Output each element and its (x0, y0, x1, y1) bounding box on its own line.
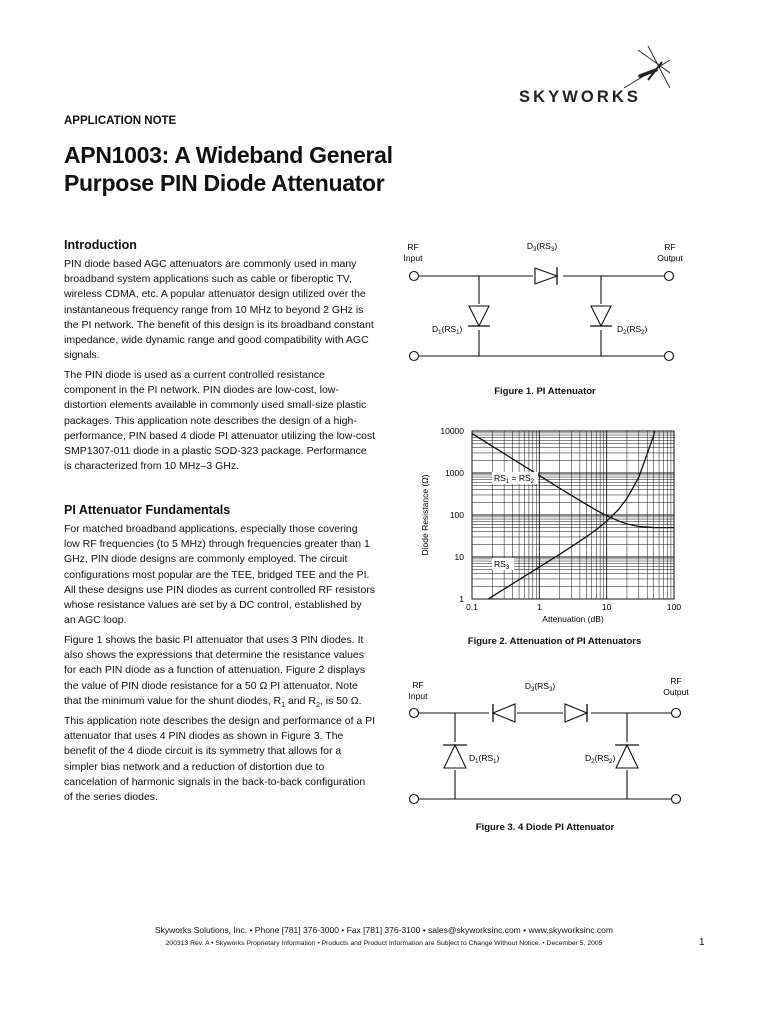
fig3-output-terminal (672, 709, 681, 718)
y-tick-label: 10000 (440, 426, 464, 436)
x-tick-label: 10 (601, 602, 612, 612)
fig1-output-terminal (665, 272, 674, 281)
footer-legal-line: 200313 Rev. A • Skyworks Proprietary Information • Products and Product Information are Subject to Change Without Notice. • December 5, 2005 (165, 940, 603, 947)
fundamentals-paragraph-2: Figure 1 shows the basic PI attenuator that uses 3 PIN diodes. It also shows the expressions that determine the resistance values for each PIN diode as a function of attenuation. Figure 2 displays the value of PIN diode resistance for a 50 Ω PI attenuator. Note that the minimum value for the shunt diodes, $R_1$ and $R_2$, is 50 Ω. (64, 634, 366, 709)
fig3-d1-label: $D_1(RS_1)$ (469, 753, 500, 765)
chart-x-axis-label: Attenuation (dB) (542, 614, 604, 624)
fundamentals-paragraph-1: For matched broadband applications, especially those covering low RF frequencies (to 5 MHz) through frequencies greater than 1 GHz, PIN diode designs are commonly employed. The circuit configurations most popular are the TEE, bridged TEE and the PI. All these designs use PIN diodes as current controlled RF resistors whose resistance values are set by a DC control, established by an AGC loop. (64, 523, 376, 627)
fig3-input-terminal (410, 709, 419, 718)
fundamentals-heading: PI Attenuator Fundamentals (64, 503, 231, 517)
fig3-output-ground-terminal (672, 795, 681, 804)
fig1-rf-input-label-1: RF (407, 242, 419, 252)
chart-grid (472, 431, 674, 599)
chart-series (472, 420, 674, 609)
y-tick-label: 100 (449, 510, 464, 520)
footer-contact-line: Skyworks Solutions, Inc. • Phone [781] 376-3000 • Fax [781] 376-3100 • sales@skyworksinc.com • www.skyworksinc.com (154, 925, 613, 935)
intro-paragraph-1: PIN diode based AGC attenuators are commonly used in many broadband system applications such as cable or fiberoptic TV, wireless CDMA, etc. A popular attenuator design utilized over the instantaneous frequency range from 10 MHz to beyond 2 GHz is the PI network. The benefit of this design is its broadband constant impedance, wide dynamic range and good compatibility with AGC signals. (64, 258, 374, 362)
series-line-rs3 (472, 420, 674, 609)
fig1-output-ground-terminal (665, 352, 674, 361)
fig1-d1-shunt-diode (468, 304, 490, 330)
figure-3-caption: Figure 3. 4 Diode PI Attenuator (475, 822, 615, 833)
fundamentals-paragraph-3: This application note describes the design and performance of a PI attenuator that uses 4 PIN diodes as shown in Figure 3. The benefit of the 4 diode circuit is its symmetry that allows for a simpler bias network and a reduction of distortion due to cancelation of harmonic signals in the back-to-back configuration of the series diodes. (64, 715, 376, 804)
y-tick-label: 10 (454, 552, 464, 562)
fig3-rf-output-label-2: Output (663, 687, 689, 697)
fig3-input-ground-terminal (410, 795, 419, 804)
fig1-d3-label: $D_3(RS_3)$ (526, 241, 558, 253)
fig3-rf-output-label-1: RF (670, 676, 682, 686)
fig3-d3a-series-diode (489, 704, 517, 722)
fig1-rf-input-label-2: Input (403, 253, 423, 263)
fig1-d2-shunt-diode (590, 304, 612, 330)
x-tick-label: 1 (536, 602, 542, 612)
figure-1-pi-attenuator-schematic (395, 238, 695, 373)
chart-series-label-rs1-rs2: $RS_1 = RS_2$ (494, 473, 534, 485)
x-tick-label: 0.1 (466, 602, 478, 612)
company-logo-text: SKYWORKS (519, 88, 641, 106)
y-tick-label: 1000 (445, 468, 464, 478)
title-line-2: Purpose PIN Diode Attenuator (64, 170, 385, 196)
document-type-label: APPLICATION NOTE (64, 115, 177, 127)
fig1-input-terminal (410, 272, 419, 281)
page-number: 1 (699, 937, 705, 948)
y-tick-label: 1 (459, 594, 464, 604)
title-line-1: APN1003: A Wideband General (64, 142, 393, 168)
fig1-input-ground-terminal (410, 352, 419, 361)
fig1-rf-output-label-1: RF (664, 242, 676, 252)
fig3-d2-shunt-diode (615, 742, 639, 770)
chart-series-label-rs3: $RS_3$ (494, 559, 510, 571)
figure-2-caption: Figure 2. Attenuation of PI Attenuators (467, 636, 642, 647)
fig3-d3b-series-diode (563, 704, 591, 722)
document-title (64, 141, 393, 197)
fig3-rf-input-label-1: RF (412, 680, 424, 690)
introduction-heading: Introduction (64, 238, 137, 252)
fig3-d2-label: $D_2(RS_2)$ (585, 753, 616, 765)
fig3-rf-input-label-2: Input (408, 691, 428, 701)
figure-2-chart (412, 420, 697, 630)
fig3-d3-label: $D_3(RS_3)$ (524, 681, 556, 693)
fig3-d1-shunt-diode (443, 742, 467, 770)
chart-y-axis-label: Diode Resistance (Ω) (420, 474, 430, 556)
intro-paragraph-2: The PIN diode is used as a current controlled resistance component in the PI network. PIN diodes are low-cost, low-distortion elements available in commonly used small-size plastic packages. This application note describes the design of a high-performance, PIN based 4 diode PI attenuator utilizing the low-cost SMP1307-011 diode in a plastic SOD-323 package. Performance is characterized from 10 MHz–3 GHz. (64, 369, 376, 473)
fig1-d1-label: $D_1(RS_1)$ (432, 324, 463, 336)
fig1-d3-series-diode (533, 267, 563, 285)
figure-3-4-diode-schematic (395, 672, 695, 812)
fig1-rf-output-label-2: Output (657, 253, 683, 263)
fig1-d2-label: $D_2(RS_2)$ (617, 324, 648, 336)
figure-1-caption: Figure 1. PI Attenuator (494, 386, 596, 397)
x-tick-label: 100 (666, 602, 682, 612)
